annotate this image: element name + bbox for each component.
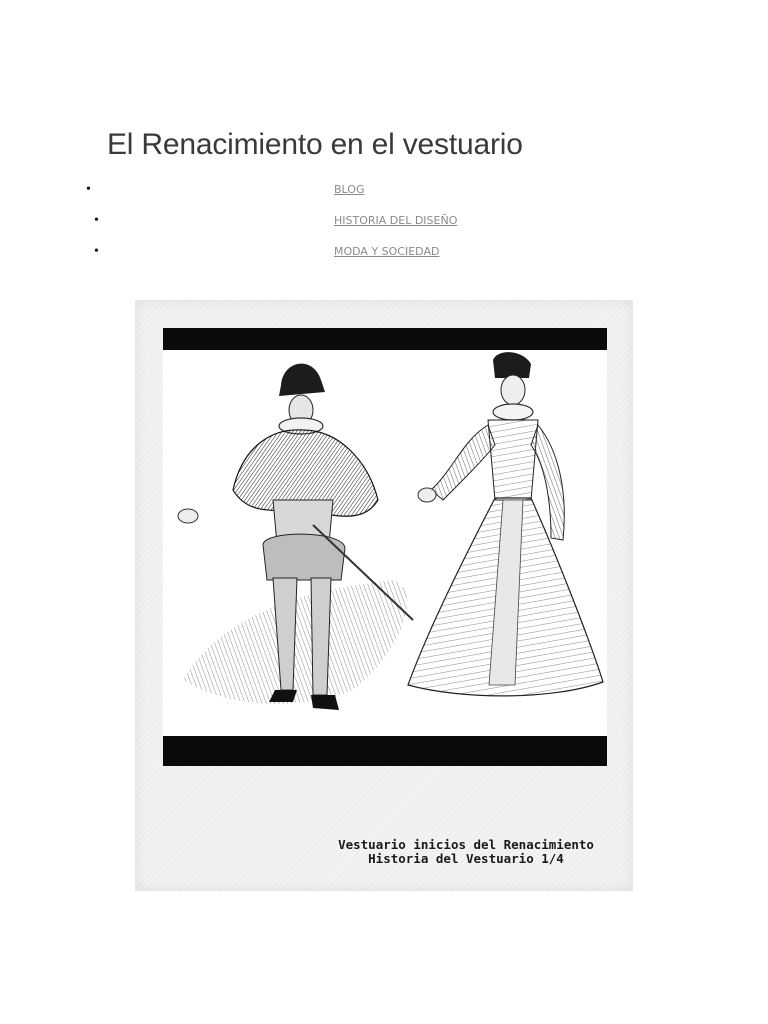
bullet-icon: • xyxy=(94,244,99,259)
black-band-top xyxy=(163,328,607,350)
featured-image xyxy=(135,300,633,891)
black-band-bottom xyxy=(163,736,607,766)
caption-line-2: Historia del Vestuario 1/4 xyxy=(368,851,564,866)
nav-link-blog[interactable]: BLOG xyxy=(334,183,365,196)
nav-item-blog xyxy=(0,180,768,200)
bullet-icon: • xyxy=(86,182,91,197)
renaissance-couple-engraving xyxy=(163,350,607,736)
caption-line-1: Vestuario inicios del Renacimiento xyxy=(338,837,594,852)
nav-link-historia-del-diseno[interactable]: HISTORIA DEL DISEÑO xyxy=(334,214,458,227)
nav-link-moda-y-sociedad[interactable]: MODA Y SOCIEDAD xyxy=(334,245,440,258)
engraving-frame xyxy=(163,328,607,766)
page-title: El Renacimiento en el vestuario xyxy=(107,128,523,161)
image-caption xyxy=(316,838,616,866)
nav-item-historia xyxy=(0,211,768,231)
bullet-icon: • xyxy=(94,213,99,228)
nav-item-moda xyxy=(0,242,768,262)
